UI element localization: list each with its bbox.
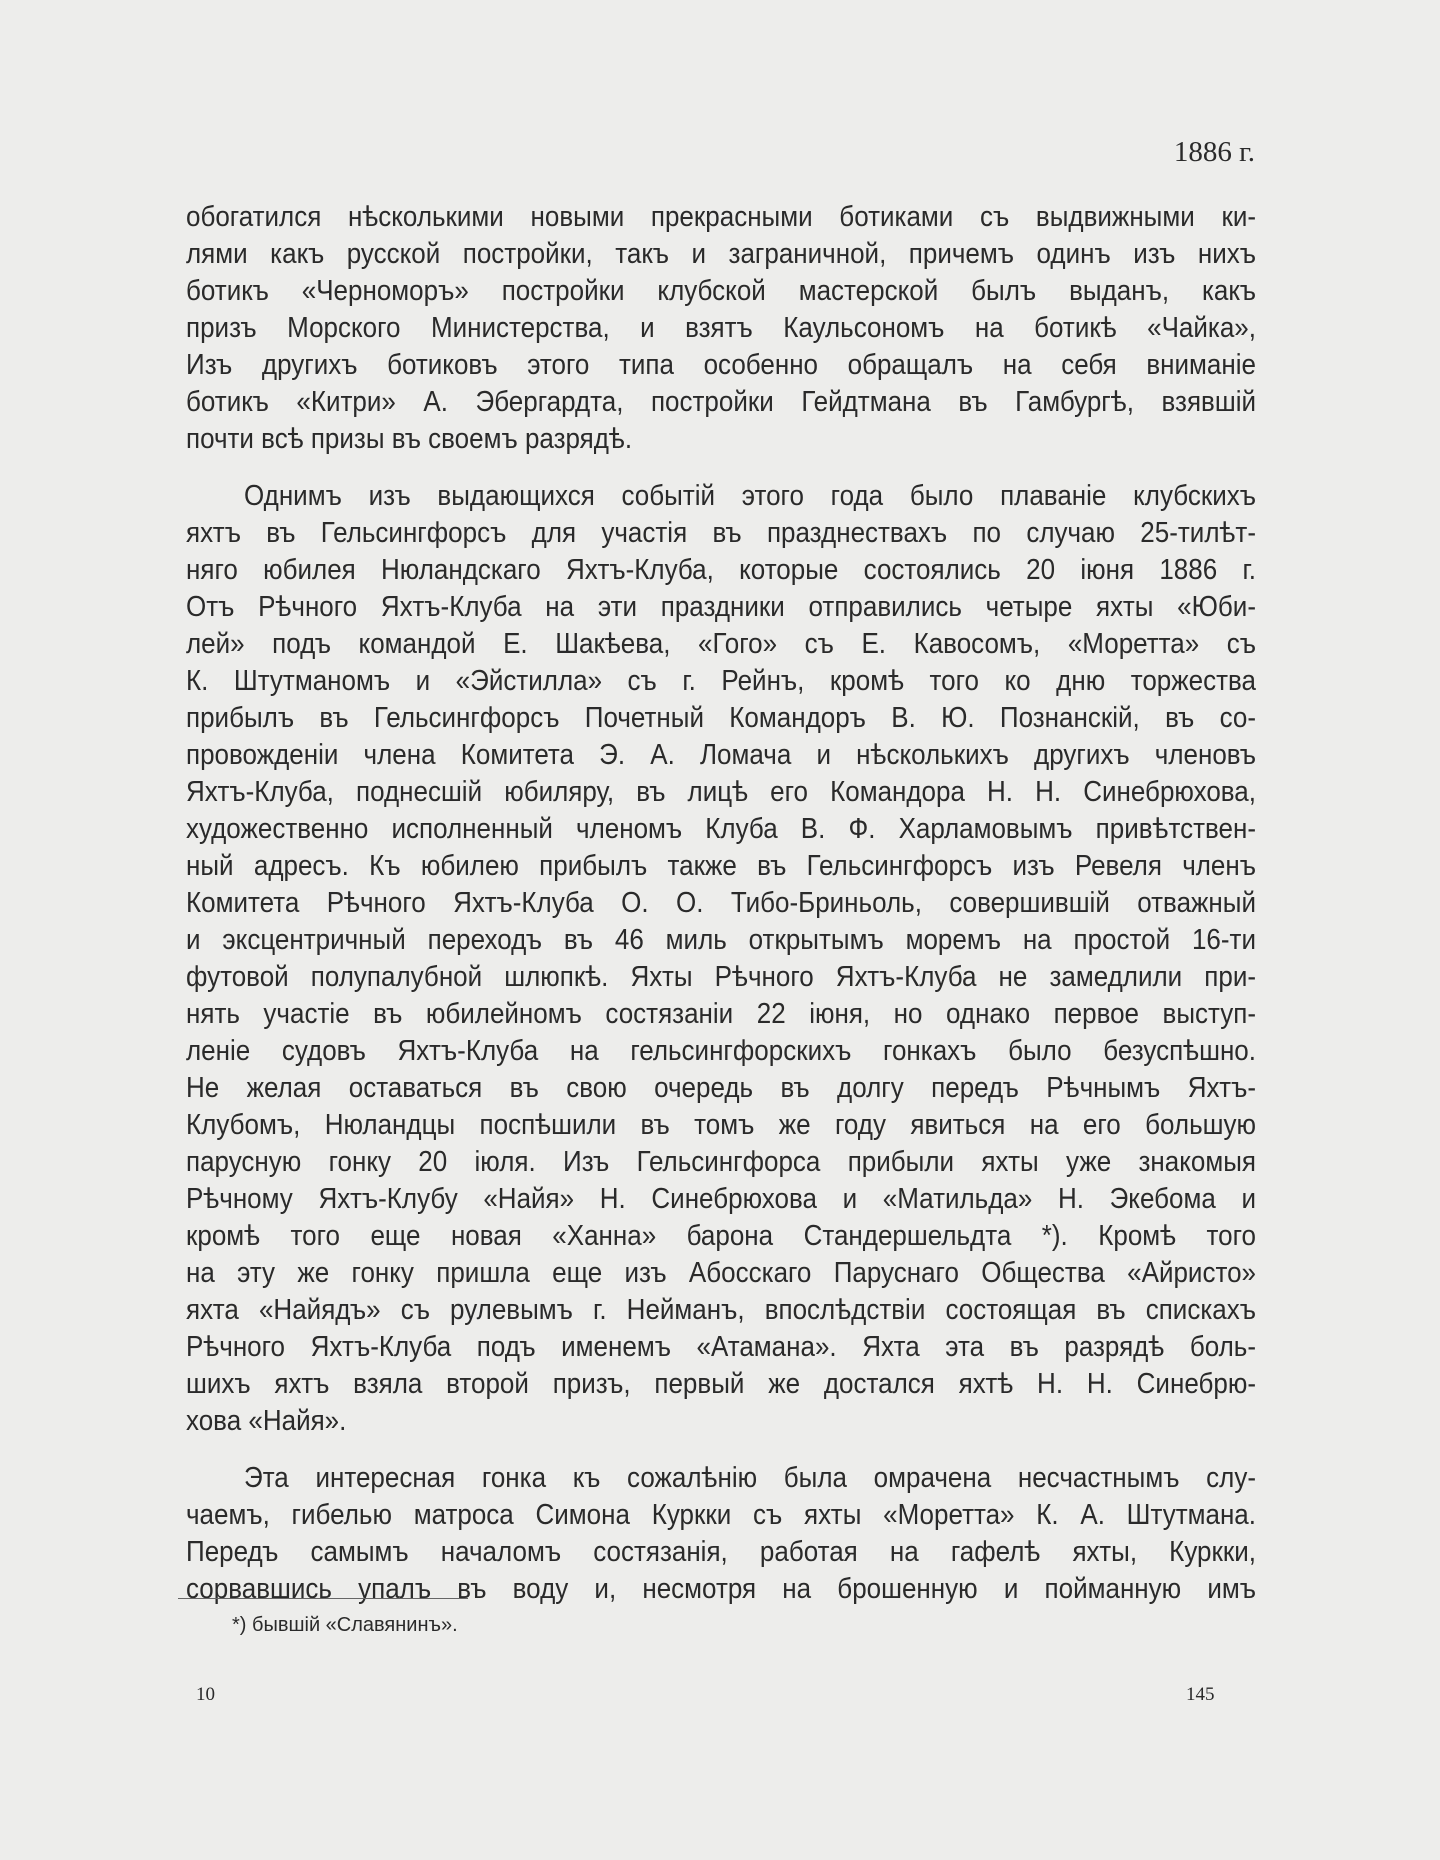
text-line: лей» подъ командой Е. Шакѣева, «Гого» съ Е. Кавосомъ, «Моретта» съ [186, 626, 1256, 660]
text-line: Комитета Рѣчного Яхтъ-Клуба О. О. Тибо-Бриньоль, совершившій отважный [186, 885, 1256, 919]
text-line: Передъ самымъ началомъ состязанія, работая на гафелѣ яхты, Куркки, [186, 1534, 1256, 1568]
body-text [186, 198, 1256, 1607]
text-line: футовой полупалубной шлюпкѣ. Яхты Рѣчного Яхтъ-Клуба не замедлили при- [186, 959, 1256, 993]
paragraph [186, 198, 1256, 457]
text-line: ботикъ «Черноморъ» постройки клубской мастерской былъ выданъ, какъ [186, 273, 1256, 307]
text-line: сорвавшись упалъ въ воду и, несмотря на брошенную и пойманную имъ [186, 1571, 1256, 1605]
text-line: яхта «Найядъ» съ рулевымъ г. Нейманъ, впослѣдствіи состоящая въ спискахъ [186, 1292, 1256, 1326]
paragraph [186, 1459, 1256, 1607]
text-line: няго юбилея Нюландскаго Яхтъ-Клуба, которые состоялись 20 іюня 1886 г. [186, 552, 1256, 586]
text-line: парусную гонку 20 іюля. Изъ Гельсингфорса прибыли яхты уже знакомыя [186, 1144, 1256, 1178]
paragraph [186, 477, 1256, 1439]
text-line: прибылъ въ Гельсингфорсъ Почетный Командоръ В. Ю. Познанскій, въ со- [186, 700, 1256, 734]
text-line: хова «Найя». [186, 1403, 347, 1437]
text-line: художественно исполненный членомъ Клуба В. Ф. Харламовымъ привѣтствен- [186, 811, 1256, 845]
text-line: почти всѣ призы въ своемъ разрядѣ. [186, 421, 633, 455]
text-line: Однимъ изъ выдающихся событій этого года было плаваніе клубскихъ [244, 478, 1256, 512]
text-line: лями какъ русской постройки, такъ и заграничной, причемъ одинъ изъ нихъ [186, 236, 1256, 270]
text-line: чаемъ, гибелью матроса Симона Куркки съ яхты «Моретта» К. А. Штутмана. [186, 1497, 1256, 1531]
text-line: обогатился нѣсколькими новыми прекрасными ботиками съ выдвижными ки- [186, 199, 1256, 233]
signature-number: 10 [196, 1684, 215, 1705]
text-line: Яхтъ-Клуба, поднесшій юбиляру, въ лицѣ его Командора Н. Н. Синебрюхова, [186, 774, 1256, 808]
text-line: призъ Морского Министерства, и взятъ Каульсономъ на ботикѣ «Чайка», [186, 310, 1256, 344]
text-line: шихъ яхтъ взяла второй призъ, первый же достался яхтѣ Н. Н. Синебрю- [186, 1366, 1256, 1400]
text-line: Рѣчного Яхтъ-Клуба подъ именемъ «Атамана». Яхта эта въ разрядѣ боль- [186, 1329, 1256, 1363]
footnote-divider [178, 1598, 468, 1599]
text-line: К. Штутманомъ и «Эйстилла» съ г. Рейнъ, кромѣ того ко дню торжества [186, 663, 1256, 697]
text-line: нять участіе въ юбилейномъ состязаніи 22 іюня, но однако первое выступ- [186, 996, 1256, 1030]
text-line: кромѣ того еще новая «Ханна» барона Стандершельдта *). Кромѣ того [186, 1218, 1256, 1252]
text-line: ный адресъ. Къ юбилею прибылъ также въ Гельсингфорсъ изъ Ревеля членъ [186, 848, 1256, 882]
text-line: Клубомъ, Нюландцы поспѣшили въ томъ же году явиться на его большую [186, 1107, 1256, 1141]
text-line: и эксцентричный переходъ въ 46 миль открытымъ моремъ на простой 16-ти [186, 922, 1256, 956]
text-line: яхтъ въ Гельсингфорсъ для участія въ празднествахъ по случаю 25-тилѣт- [186, 515, 1256, 549]
text-line: Рѣчному Яхтъ-Клубу «Найя» Н. Синебрюхова и «Матильда» Н. Экебома и [186, 1181, 1256, 1215]
text-line: провожденіи члена Комитета Э. А. Ломача и нѣсколькихъ другихъ членовъ [186, 737, 1256, 771]
page-header-year: 1886 г. [1173, 136, 1255, 168]
text-line: Изъ другихъ ботиковъ этого типа особенно обращалъ на себя вниманіе [186, 347, 1256, 381]
page-number: 145 [1186, 1684, 1215, 1705]
footnote: *) бывшій «Славянинъ». [232, 1614, 458, 1636]
text-line: ботикъ «Китри» А. Эбергардта, постройки Гейдтмана въ Гамбургѣ, взявшій [186, 384, 1256, 418]
text-line: на эту же гонку пришла еще изъ Абосскаго Паруснаго Общества «Айристо» [186, 1255, 1256, 1289]
text-line: Отъ Рѣчного Яхтъ-Клуба на эти праздники отправились четыре яхты «Юби- [186, 589, 1256, 623]
text-line: Не желая оставаться въ свою очередь въ долгу передъ Рѣчнымъ Яхтъ- [186, 1070, 1256, 1104]
text-line: леніе судовъ Яхтъ-Клуба на гельсингфорскихъ гонкахъ было безуспѣшно. [186, 1033, 1256, 1067]
text-line: Эта интересная гонка къ сожалѣнію была омрачена несчастнымъ слу- [244, 1460, 1256, 1494]
